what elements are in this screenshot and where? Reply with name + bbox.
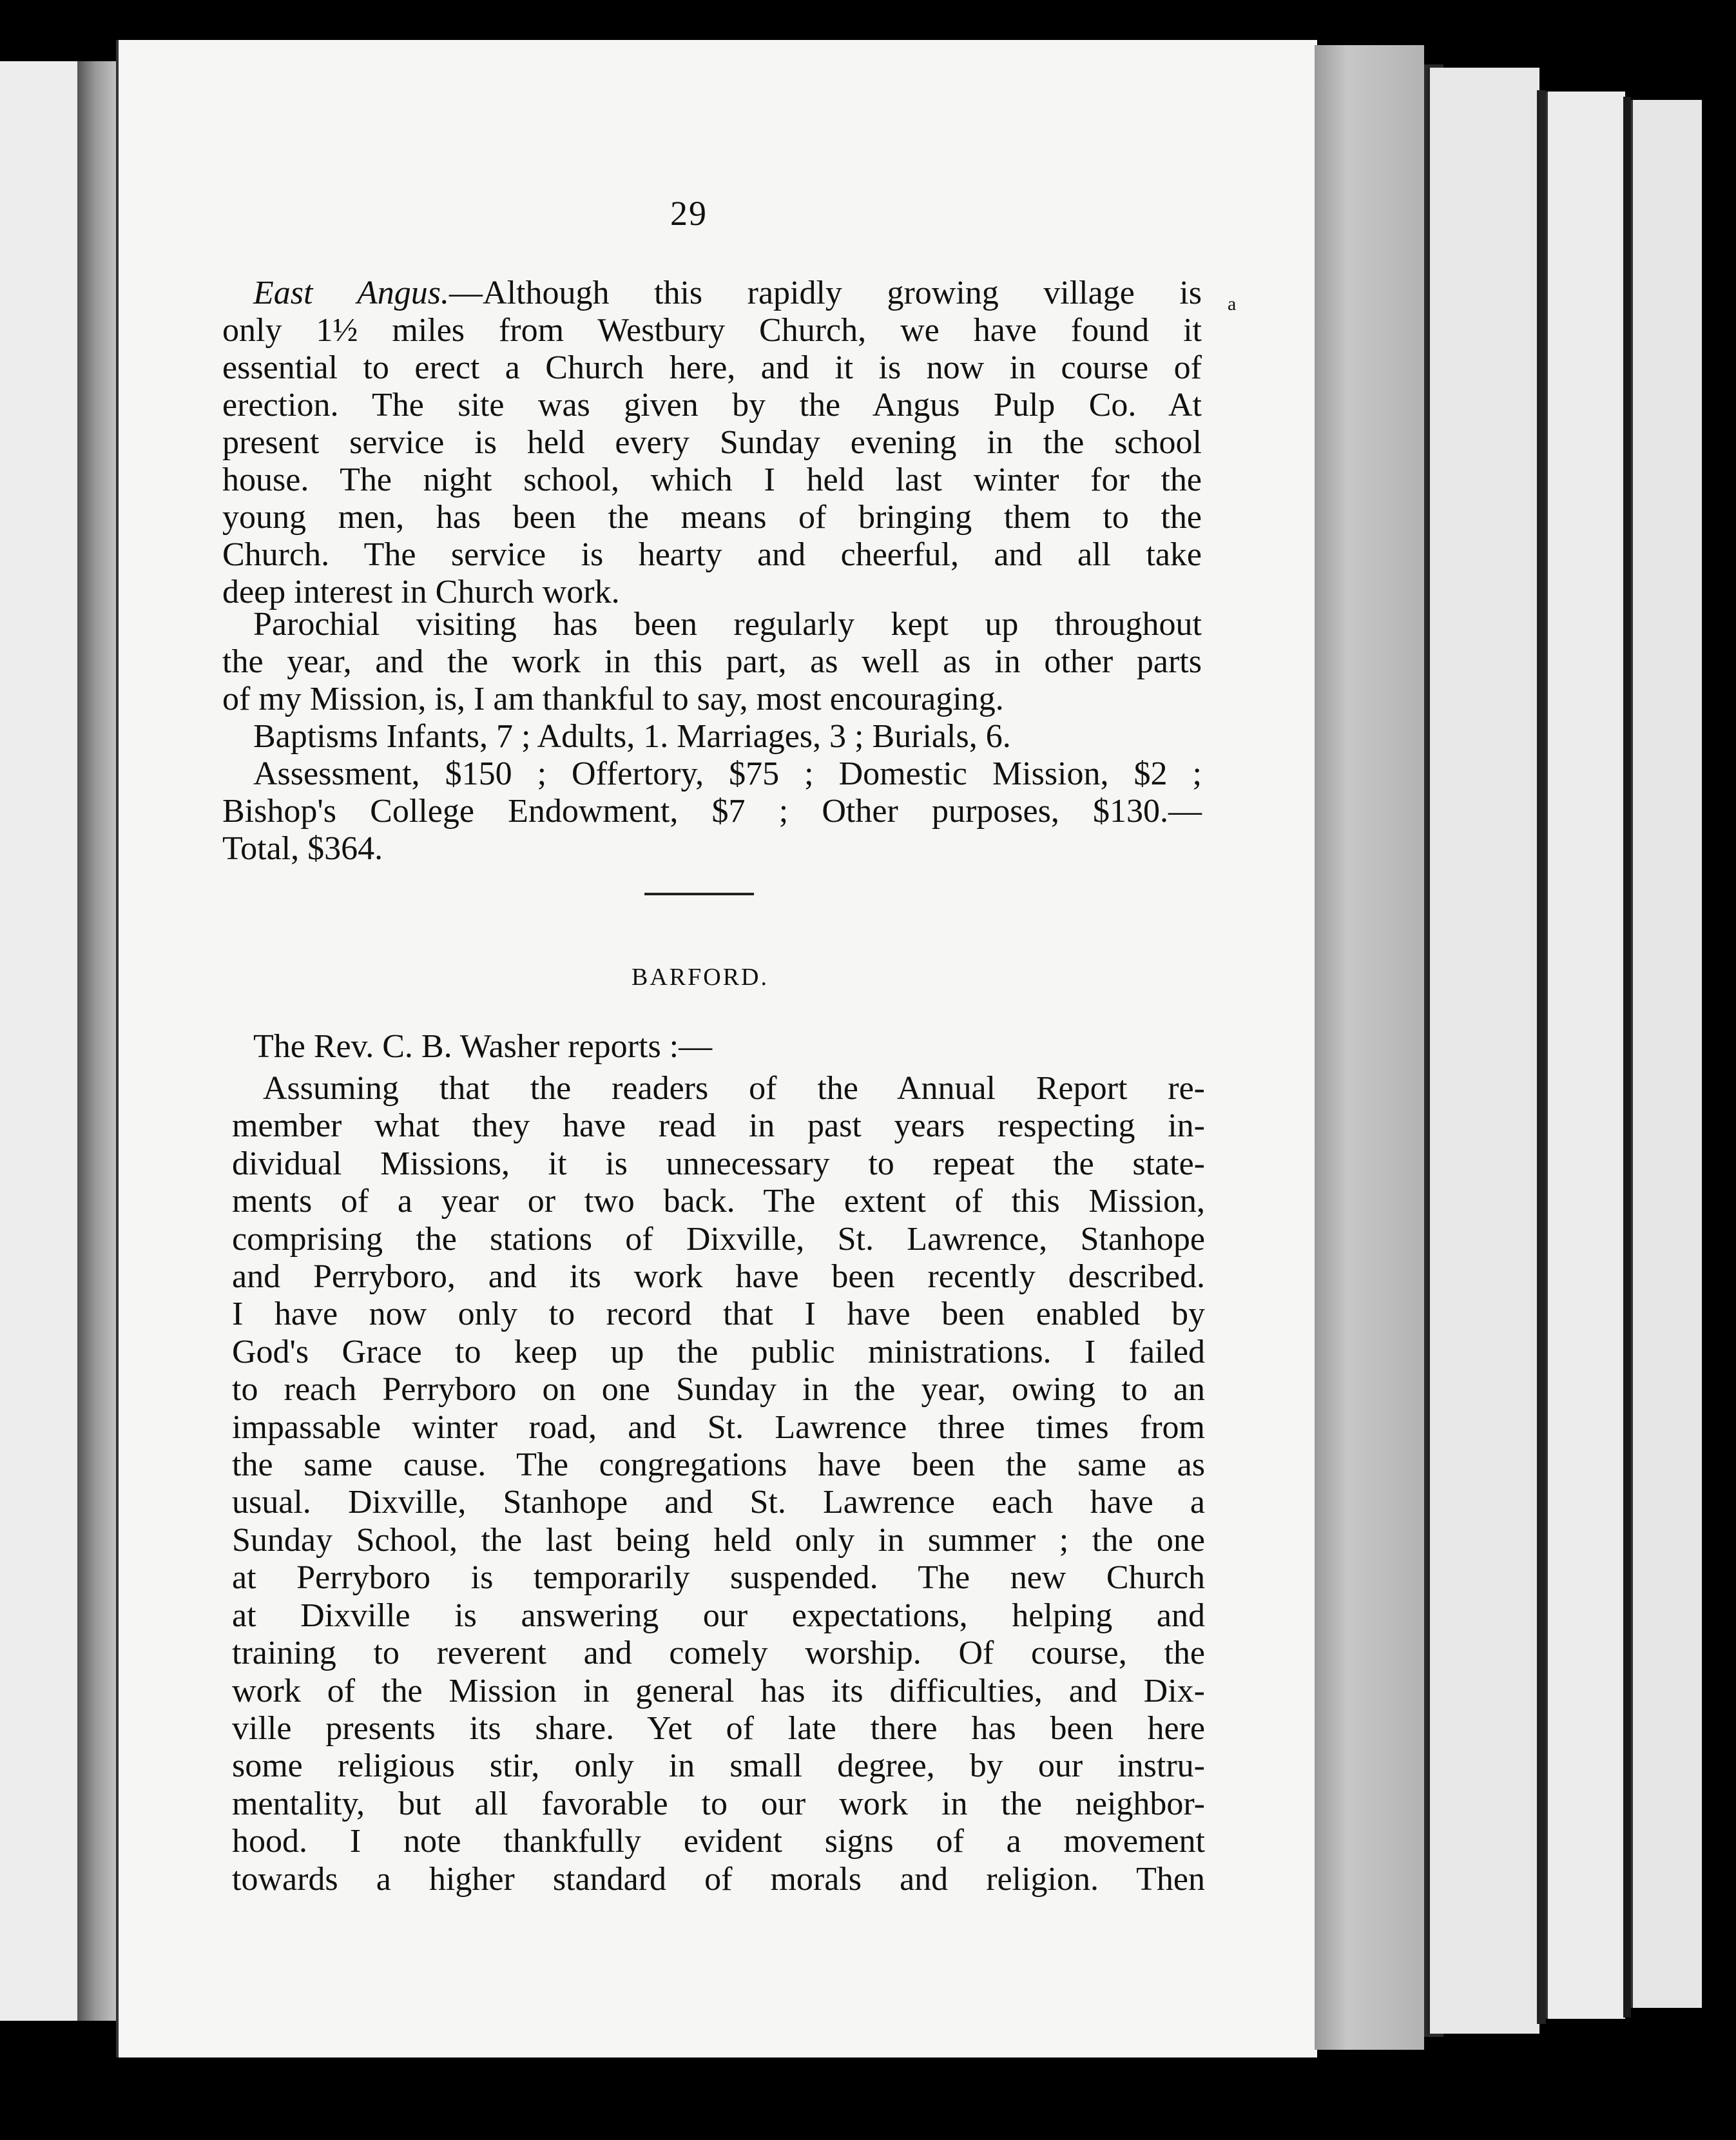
statistics-line: Baptisms Infants, 7 ; Adults, 1. Marriages, 3 ; Burials, 6.: [253, 718, 1011, 755]
text-line: the year, and the work in this part, as well as in other parts: [222, 643, 1202, 680]
text-line: impassable winter road, and St. Lawrence three times from: [232, 1408, 1205, 1446]
text-line: God's Grace to keep up the public ministrations. I failed: [232, 1333, 1205, 1370]
statistics-line: Assessment, $150 ; Offertory, $75 ; Domestic Mission, $2 ;: [253, 755, 1202, 792]
text-line: the same cause. The congregations have been the same as: [232, 1446, 1205, 1484]
text-line: [222, 275, 1202, 312]
text-line: dividual Missions, it is unnecessary to repeat the state-: [232, 1145, 1205, 1182]
text-line: Church. The service is hearty and cheerful, and all take: [222, 536, 1202, 573]
text-line: at Perryboro is temporarily suspended. The new Church: [232, 1559, 1205, 1597]
text-line: deep interest in Church work.: [222, 574, 620, 610]
text-line: and Perryboro, and its work have been recently described.: [232, 1258, 1205, 1296]
page-edge: [1537, 90, 1546, 2024]
barford-paragraph: [232, 1070, 1205, 1898]
text-line: comprising the stations of Dixville, St. Lawrence, Stanhope: [232, 1220, 1205, 1258]
text-line: I have now only to record that I have been enabled by: [232, 1296, 1205, 1333]
text-line: ville presents its share. Yet of late there has been here: [232, 1709, 1205, 1747]
text-line: Sunday School, the last being held only in summer ; the one: [232, 1521, 1205, 1559]
page-edge: [1427, 68, 1539, 2034]
text-line: young men, has been the means of bringing them to the: [222, 499, 1202, 536]
left-facing-page: [0, 61, 81, 2021]
page-edge: [1546, 92, 1625, 2019]
text-line: some religious stir, only in small degree, by our instru-: [232, 1747, 1205, 1785]
total-line: Total, $364.: [222, 830, 383, 867]
page-edge: [1631, 100, 1704, 2008]
text-line: hood. I note thankfully evident signs of a movement: [232, 1823, 1205, 1860]
parochial-paragraph: [222, 606, 1202, 868]
text-line: training to reverent and comely worship. Of course, the: [232, 1635, 1205, 1672]
text-line: erection. The site was given by the Angus Pulp Co. At: [222, 387, 1202, 423]
statistics-line: Bishop's College Endowment, $7 ; Other purposes, $130.—: [222, 793, 1202, 830]
text-line: member what they have read in past years respecting in-: [232, 1107, 1205, 1145]
text-line: mentality, but all favorable to our work in the neighbor-: [232, 1785, 1205, 1822]
text-line: Parochial visiting has been regularly kept up throughout: [253, 606, 1202, 643]
text-line: Assuming that the readers of the Annual Report re-: [263, 1070, 1205, 1107]
east-angus-paragraph: [222, 275, 1202, 611]
text-line: towards a higher standard of morals and religion. Then: [232, 1860, 1205, 1898]
text-line: at Dixville is answering our expectations, helping and: [232, 1597, 1205, 1634]
text-line: work of the Mission in general has its difficulties, and Dix-: [232, 1672, 1205, 1709]
page-number: 29: [670, 194, 708, 233]
text-line: present service is held every Sunday evening in the school: [222, 424, 1202, 461]
text-line: of my Mission, is, I am thankful to say, most encouraging.: [222, 681, 1004, 717]
text-line: house. The night school, which I held last winter for the: [222, 462, 1202, 498]
text-line: ments of a year or two back. The extent of this Mission,: [232, 1183, 1205, 1220]
text-line: The Rev. C. B. Washer reports :—: [253, 1028, 713, 1065]
text-line: usual. Dixville, Stanhope and St. Lawrence each have a: [232, 1484, 1205, 1521]
text-line: only 1½ miles from Westbury Church, we have found it: [222, 312, 1202, 349]
text-line: essential to erect a Church here, and it is now in course of: [222, 349, 1202, 386]
place-name: East Angus.: [253, 275, 450, 311]
page-edge: [1623, 97, 1631, 2018]
section-heading: BARFORD.: [632, 964, 769, 991]
text-span: —Although this rapidly growing village is: [449, 275, 1202, 311]
report-intro: [222, 1028, 1202, 1065]
margin-mark: a: [1228, 293, 1237, 315]
section-divider: [644, 893, 754, 895]
text-line: to reach Perryboro on one Sunday in the year, owing to an: [232, 1371, 1205, 1408]
scan-border: [1702, 0, 1736, 2140]
page-edge: [1315, 45, 1424, 2050]
